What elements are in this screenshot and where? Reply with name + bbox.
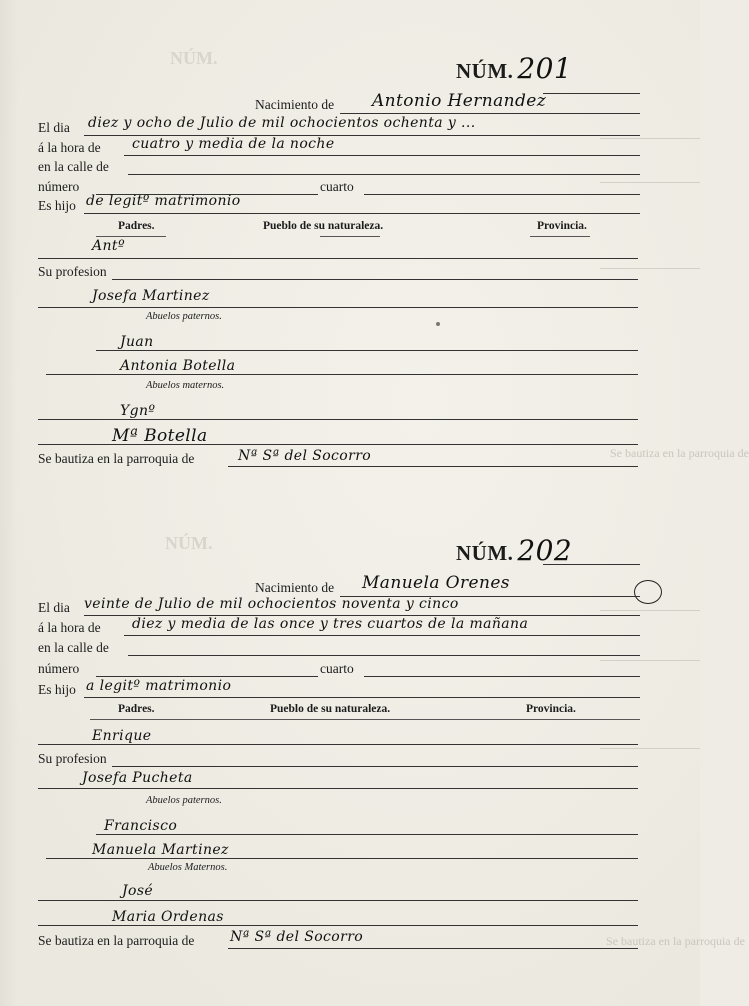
column-padres: Padres. [118,220,155,232]
handwritten-oval-mark [634,580,662,604]
dia-label: El dia [38,600,70,615]
abuelo-materno-value: José [122,883,154,899]
number-handwritten: 202 [517,534,573,567]
madre-value: Josefa Pucheta [82,770,193,786]
padre-value: Antº [92,238,125,254]
column-provincia: Provincia. [537,220,587,232]
profesion-label: Su profesion [38,751,107,766]
birth-record-202 [0,500,745,1006]
calle-label: en la calle de [38,640,109,655]
abuela-materna-value: Mª Botella [112,426,208,446]
calle-label: en la calle de [38,159,109,174]
bleed-text: Se bautiza en la parroquia de [610,446,749,460]
numero-label: número [38,661,80,676]
abuelos-paternos-label: Abuelos paternos. [146,311,222,322]
hora-label: á la hora de [38,620,101,635]
abuelo-paterno-value: Juan [120,334,154,350]
record-number [456,534,572,567]
dia-value: diez y ocho de Julio de mil ochocientos ochenta y ... [88,115,476,131]
abuelos-maternos-label: Abuelos Maternos. [148,862,228,873]
record-number [456,52,572,85]
column-provincia: Provincia. [526,703,576,715]
hijo-label: Es hijo [38,682,76,697]
abuelos-paternos-label: Abuelos paternos. [146,795,222,806]
nacimiento-value: Antonio Hernandez [372,91,547,111]
abuelos-maternos-label: Abuelos maternos. [146,380,225,391]
hijo-label: Es hijo [38,198,76,213]
number-label: NÚM. [456,59,514,83]
nacimiento-value: Manuela Orenes [362,573,510,593]
profesion-label: Su profesion [38,264,107,279]
column-padres: Padres. [118,703,155,715]
padre-value: Enrique [92,728,152,744]
nacimiento-label: Nacimiento de [255,580,335,595]
number-label: NÚM. [456,541,514,565]
bautiza-label: Se bautiza en la parroquia de [38,933,195,948]
numero-label: número [38,179,80,194]
bautiza-value: Nª Sª del Socorro [230,929,364,945]
hijo-value: de legitº matrimonio [86,193,241,209]
abuela-paterna-value: Manuela Martinez [92,842,229,858]
dia-label: El dia [38,120,70,135]
bautiza-label: Se bautiza en la parroquia de [38,451,195,466]
hora-value: cuatro y media de la noche [132,136,335,152]
dia-value: veinte de Julio de mil ochocientos noventa y cinco [84,596,459,612]
column-pueblo: Pueblo de su naturaleza. [263,220,384,232]
hora-value: diez y media de las once y tres cuartos de la mañana [132,616,529,632]
abuela-materna-value: Maria Ordenas [112,909,224,925]
abuela-paterna-value: Antonia Botella [120,358,236,374]
abuelo-paterno-value: Francisco [104,818,178,834]
cuarto-label: cuarto [320,661,354,676]
hora-label: á la hora de [38,140,101,155]
number-handwritten: 201 [517,52,573,85]
nacimiento-label: Nacimiento de [255,97,335,112]
cuarto-label: cuarto [320,179,354,194]
ghost-number-mark: NÚM. [170,48,218,68]
bautiza-value: Nª Sª del Socorro [238,448,372,464]
madre-value: Josefa Martinez [92,288,210,304]
abuelo-materno-value: Ygnº [120,403,156,419]
bleed-text: Se bautiza en la parroquia de [606,934,745,948]
hijo-value: a legitº matrimonio [86,678,232,694]
ghost-number-mark: NÚM. [165,533,213,553]
birth-record-201 [0,0,749,500]
column-pueblo: Pueblo de su naturaleza. [270,703,391,715]
